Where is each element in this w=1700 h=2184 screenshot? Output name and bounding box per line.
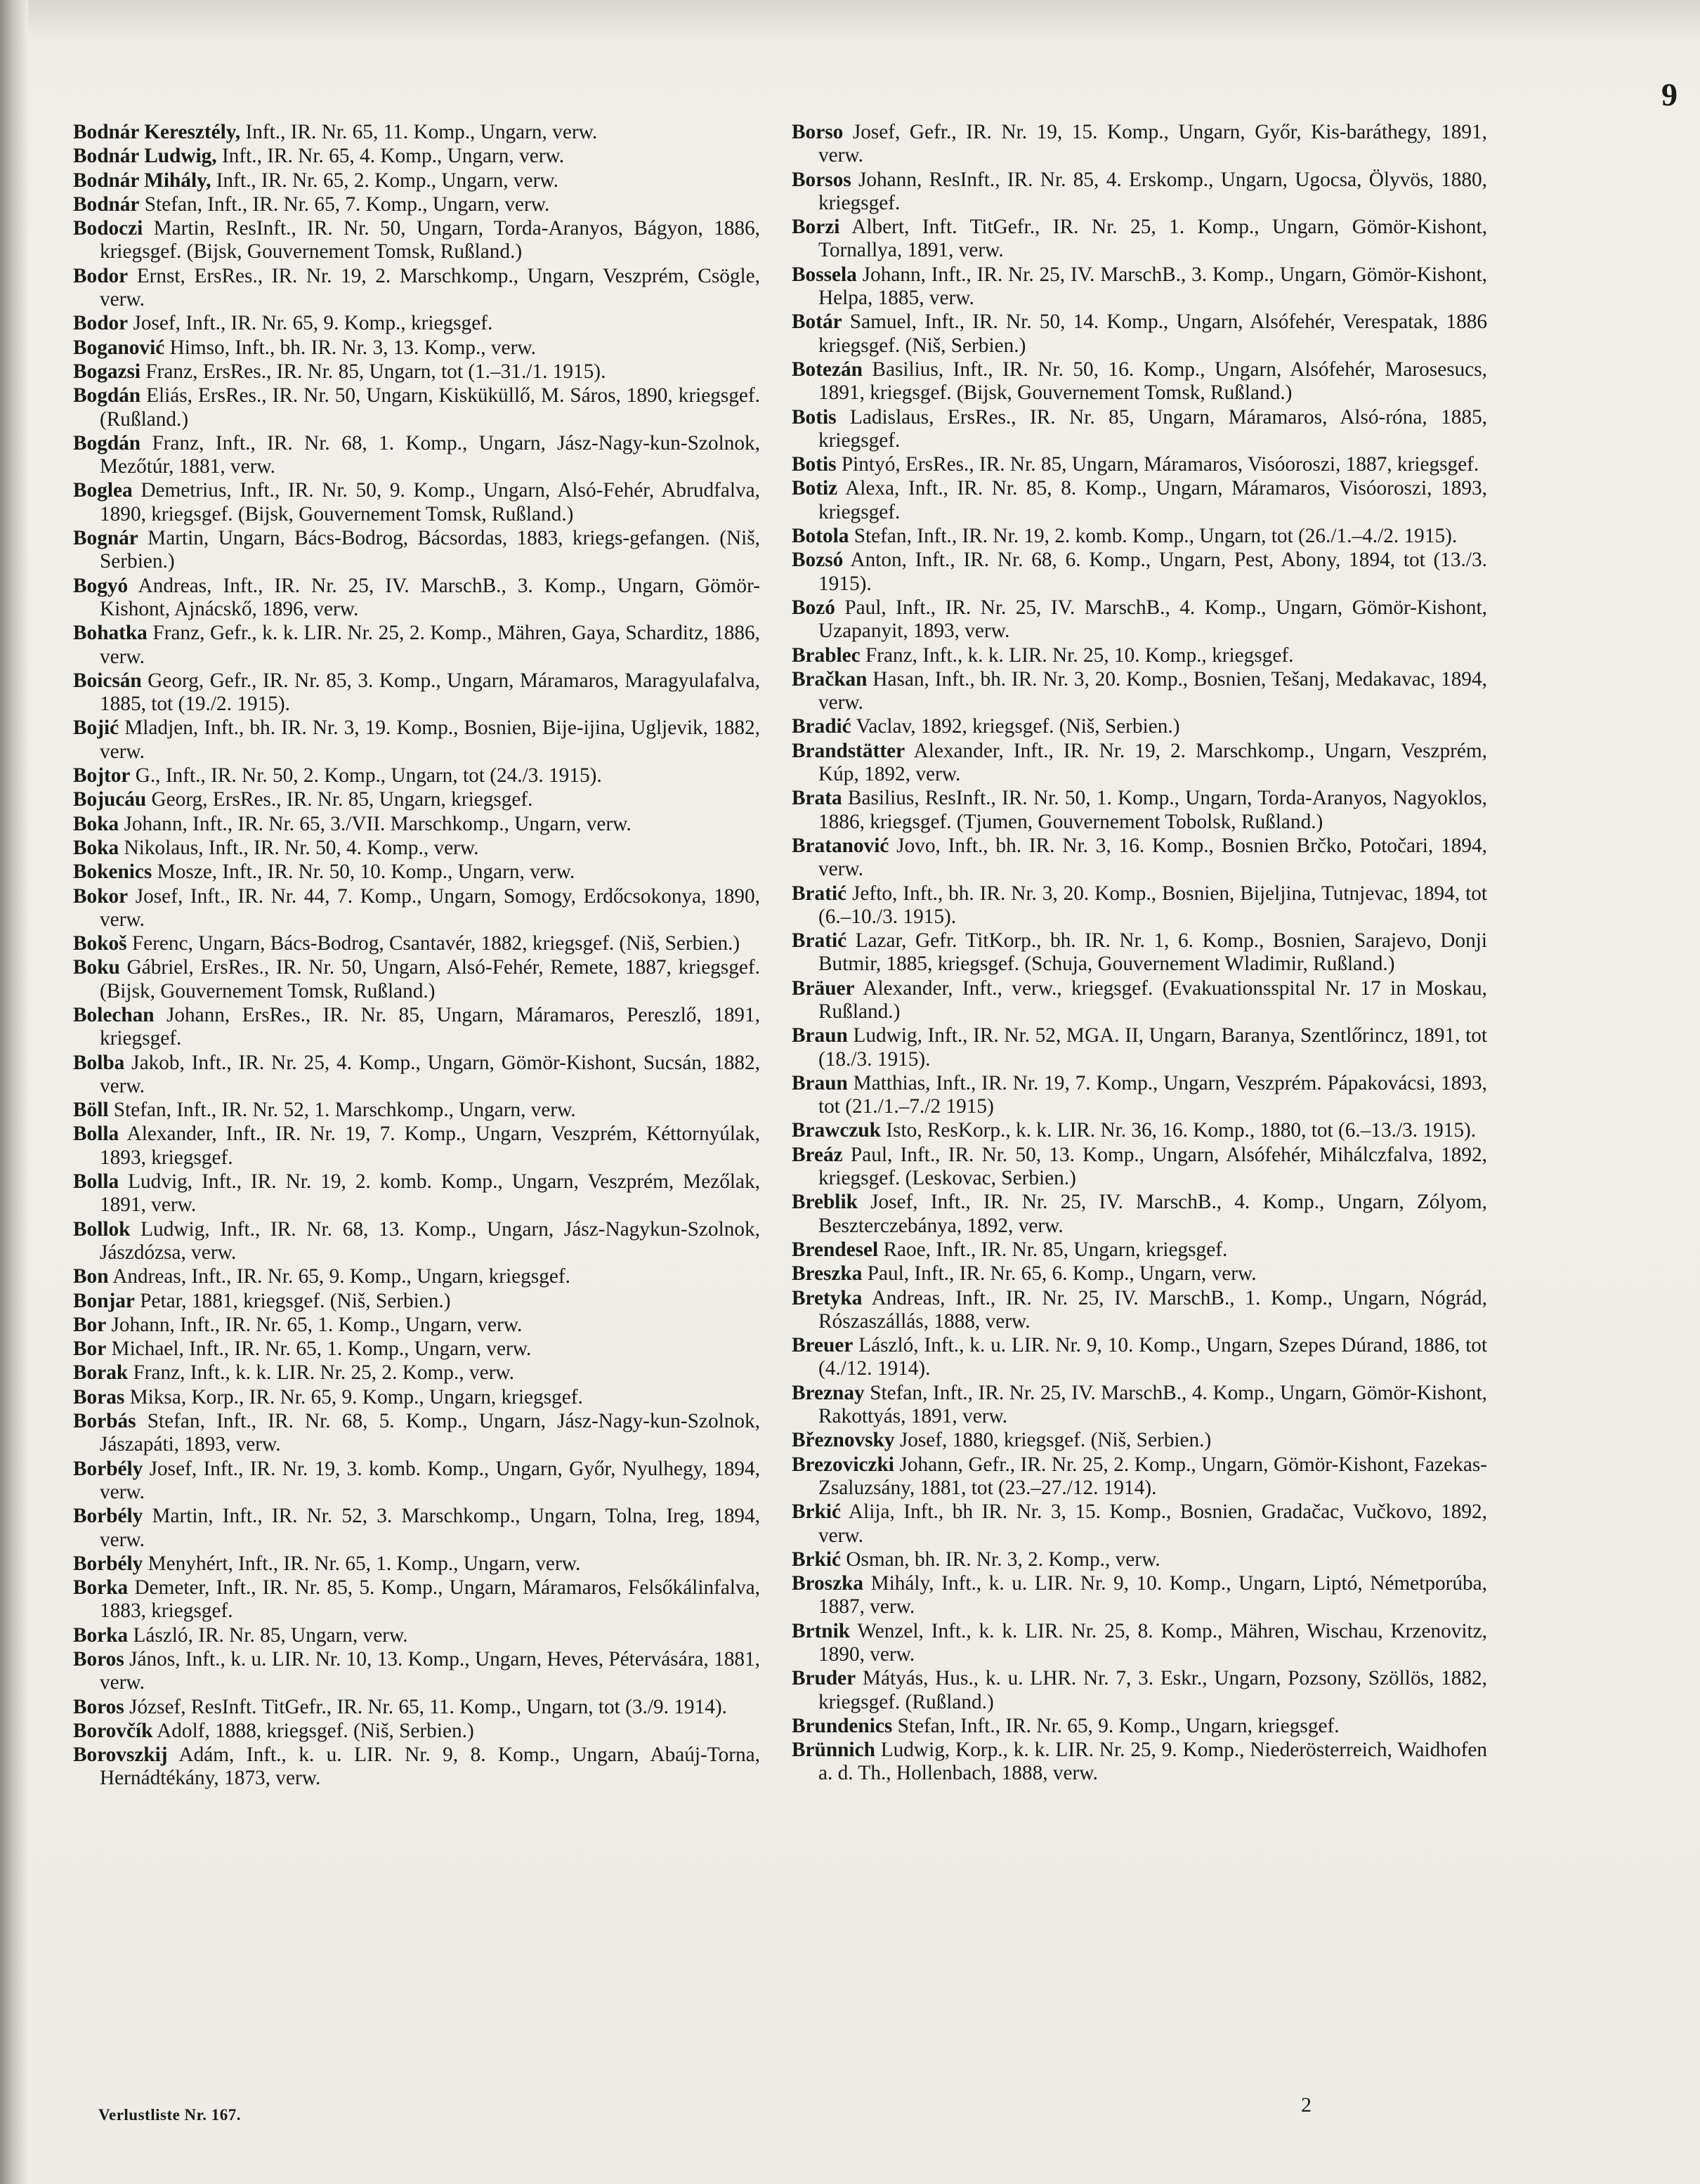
entry-name: Bollok [73, 1217, 131, 1241]
list-entry [792, 1238, 1487, 1262]
entry-name: Bojtor [73, 764, 131, 787]
entry-details: Himso, Inft., bh. IR. Nr. 3, 13. Komp., verw. [169, 336, 536, 359]
entry-details: Anton, Inft., IR. Nr. 68, 6. Komp., Ungarn, Pest, Abony, 1894, tot (13./3. 1915). [818, 549, 1487, 595]
entry-details: József, ResInft. TitGefr., IR. Nr. 65, 11. Komp., Ungarn, tot (3./9. 1914). [129, 1695, 727, 1718]
entry-details: Jefto, Inft., bh. IR. Nr. 3, 20. Komp., Bosnien, Bijeljina, Tutnjevac, 1894, tot (6.–10./3. 1915). [818, 882, 1488, 928]
entry-details: Adám, Inft., k. u. LIR. Nr. 9, 8. Komp., Ungarn, Abaúj-Torna, Hernádtékány, 1873, verw. [100, 1744, 760, 1790]
entry-details: Franz, Inft., IR. Nr. 68, 1. Komp., Ungarn, Jász-Nagy-kun-Szolnok, Mezőtúr, 1881, verw. [100, 431, 760, 478]
entry-details: László, IR. Nr. 85, Ungarn, verw. [133, 1623, 408, 1647]
entry-details: G., Inft., IR. Nr. 50, 2. Komp., Ungarn, tot (24./3. 1915). [135, 764, 602, 787]
list-entry [792, 1382, 1487, 1429]
entry-details: Mladjen, Inft., bh. IR. Nr. 3, 19. Komp., Bosnien, Bije-ijina, Ugljevik, 1882, verw. [100, 717, 761, 763]
entry-details: Johann, Gefr., IR. Nr. 25, 2. Komp., Ungarn, Gömör-Kishont, Fazekas-Zsaluzsány, 1881, tot (23.–27./12. 1914). [818, 1453, 1487, 1499]
entry-name: Boglea [73, 479, 133, 502]
list-entry [73, 312, 760, 335]
list-entry [792, 310, 1487, 358]
entry-name: Bojić [73, 717, 119, 740]
list-entry [792, 596, 1487, 643]
entry-name: Boicsán [73, 669, 142, 692]
entry-name: Bratanović [792, 834, 889, 857]
list-entry [792, 358, 1487, 405]
entry-details: Stefan, Inft., IR. Nr. 19, 2. komb. Komp., Ungarn, tot (26./1.–4./2. 1915). [854, 525, 1458, 548]
list-entry [792, 169, 1487, 216]
list-entry [73, 1361, 760, 1385]
entry-name: Botiz [792, 477, 838, 500]
entry-name: Borak [73, 1361, 129, 1385]
list-entry [73, 1458, 760, 1505]
entry-details: Hasan, Inft., bh. IR. Nr. 3, 20. Komp., Bosnien, Tešanj, Medakavac, 1894, verw. [818, 667, 1487, 714]
entry-details: Stefan, Inft., IR. Nr. 25, IV. MarschB., 4. Komp., Ungarn, Gömör-Kishont, Rakottyás, 1891, verw. [818, 1381, 1488, 1428]
entry-details: Miksa, Korp., IR. Nr. 65, 9. Komp., Ungarn, kriegsgef. [129, 1385, 583, 1408]
entry-name: Broszka [792, 1572, 864, 1595]
entry-name: Botis [792, 405, 837, 429]
entry-name: Březnovsky [792, 1429, 895, 1452]
entry-name: Borka [73, 1623, 129, 1647]
entry-name: Bradić [792, 715, 851, 738]
entry-name: Bratić [792, 882, 847, 905]
list-entry [792, 263, 1487, 310]
list-entry [792, 1500, 1487, 1548]
entry-details: Alija, Inft., bh IR. Nr. 3, 15. Komp., Bosnien, Gradačac, Vučkovo, 1892, verw. [818, 1500, 1487, 1547]
list-entry [73, 1314, 760, 1337]
list-entry [73, 788, 760, 811]
entry-name: Bolla [73, 1123, 119, 1146]
list-entry [792, 715, 1487, 738]
entry-details: Josef, 1880, kriegsgef. (Niš, Serbien.) [899, 1429, 1212, 1452]
list-entry [73, 265, 760, 312]
entry-details: Albert, Inft. TitGefr., IR. Nr. 25, 1. Komp., Ungarn, Gömör-Kishont, Tornallya, 1891, verw. [818, 216, 1487, 262]
entry-name: Bodnár Keresztély, [73, 121, 241, 143]
entry-name: Bodoczi [73, 217, 143, 240]
entry-details: Ludwig, Inft., IR. Nr. 68, 13. Komp., Ungarn, Jász-Nagykun-Szolnok, Jászdózsa, verw. [100, 1217, 760, 1264]
entry-details: János, Inft., k. u. LIR. Nr. 10, 13. Komp., Ungarn, Heves, Pétervására, 1881, verw. [100, 1648, 761, 1694]
entry-name: Borbély [73, 1457, 143, 1480]
entry-name: Botezán [792, 358, 863, 381]
entry-name: Borovszkij [73, 1744, 168, 1767]
entry-details: Andreas, Inft., IR. Nr. 25, IV. MarschB., 3. Komp., Ungarn, Gömör-Kishont, Ajnácskő, 1896, verw. [100, 574, 760, 620]
list-entry [73, 1265, 760, 1288]
entry-details: Ladislaus, ErsRes., IR. Nr. 85, Ungarn, Máramaros, Alsó-róna, 1885, kriegsgef. [818, 405, 1488, 452]
entry-name: Bretyka [792, 1286, 863, 1309]
entry-details: Johann, ErsRes., IR. Nr. 85, Ungarn, Máramaros, Pereszlő, 1891, kriegsgef. [100, 1003, 760, 1050]
list-entry [792, 453, 1487, 476]
entry-name: Boka [73, 812, 119, 835]
entry-details: Matthias, Inft., IR. Nr. 19, 7. Komp., Ungarn, Veszprém. Pápakovácsi, 1893, tot (21./1.–7./2 1915) [818, 1071, 1487, 1118]
list-entry [73, 336, 760, 360]
list-entry [792, 644, 1487, 667]
list-entry [73, 813, 760, 836]
list-entry [73, 121, 760, 144]
entry-details: Martin, Ungarn, Bács-Bodrog, Bácsordas, 1883, kriegs-gefangen. (Niš, Serbien.) [100, 527, 761, 573]
page-number: 9 [1661, 77, 1678, 112]
entry-name: Borsos [792, 168, 851, 191]
list-entry [792, 1620, 1487, 1667]
entry-details: Basilius, ResInft., IR. Nr. 50, 1. Komp., Ungarn, Torda-Aranyos, Nagyoklos, 1886, kriegsgef. (Tjumen, Gouvernement Tobolsk, Rußland.) [818, 787, 1488, 833]
book-gutter [0, 0, 28, 2184]
list-entry [792, 216, 1487, 263]
entry-name: Bogdán [73, 431, 141, 455]
entry-details: Ernst, ErsRes., IR. Nr. 19, 2. Marschkomp., Ungarn, Veszprém, Csögle, verw. [100, 264, 760, 311]
entry-name: Braun [792, 1024, 848, 1047]
entry-name: Bozó [792, 596, 835, 619]
list-entry [73, 1696, 760, 1719]
entry-details: Ludwig, Inft., IR. Nr. 52, MGA. II, Ungarn, Baranya, Szentlőrincz, 1891, tot (18./3. 1915). [818, 1024, 1488, 1071]
list-entry [73, 622, 760, 669]
entry-details: Michael, Inft., IR. Nr. 65, 1. Komp., Ungarn, verw. [111, 1338, 532, 1361]
entry-name: Bokenics [73, 861, 152, 884]
entry-details: Martin, ResInft., IR. Nr. 50, Ungarn, Torda-Aranyos, Bágyon, 1886, kriegsgef. (Bijsk, Gouvernement Tomsk, Rußland.) [100, 217, 760, 263]
list-entry [792, 1334, 1487, 1381]
list-entry [792, 1572, 1487, 1619]
right-column [792, 121, 1487, 1786]
entry-name: Bratić [792, 929, 847, 953]
list-entry [792, 1667, 1487, 1714]
list-entry [792, 1072, 1487, 1119]
list-entry [792, 1119, 1487, 1142]
entry-details: Martin, Inft., IR. Nr. 52, 3. Marschkomp., Ungarn, Tolna, Ireg, 1894, verw. [100, 1505, 760, 1551]
list-entry [792, 1191, 1487, 1238]
entry-details: Ludvig, Inft., IR. Nr. 19, 2. komb. Komp., Ungarn, Veszprém, Mezőlak, 1891, verw. [100, 1170, 761, 1217]
entry-details: Franz, Inft., k. k. LIR. Nr. 25, 2. Komp., verw. [133, 1361, 514, 1385]
list-entry [73, 384, 760, 431]
entry-details: Josef, Inft., IR. Nr. 65, 9. Komp., kriegsgef. [133, 312, 493, 335]
entry-name: Bodnár Ludwig, [73, 145, 217, 168]
entry-name: Bor [73, 1338, 107, 1361]
list-entry [792, 1262, 1487, 1286]
entry-name: Brata [792, 787, 842, 810]
entry-name: Borka [73, 1576, 129, 1600]
entry-name: Bozsó [792, 549, 844, 572]
entry-details: Isto, ResKorp., k. k. LIR. Nr. 36, 16. Komp., 1880, tot (6.–13./3. 1915). [886, 1119, 1477, 1142]
entry-details: Paul, Inft., IR. Nr. 65, 6. Komp., Ungarn, verw. [867, 1262, 1257, 1286]
entry-details: Eliás, ErsRes., IR. Nr. 50, Ungarn, Kisküküllő, M. Sáros, 1890, kriegsgef. (Rußland.) [100, 384, 761, 431]
list-entry [73, 1386, 760, 1409]
entry-details: Josef, Inft., IR. Nr. 44, 7. Komp., Ungarn, Somogy, Erdőcsokonya, 1890, verw. [100, 884, 760, 931]
entry-details: Menyhért, Inft., IR. Nr. 65, 1. Komp., Ungarn, verw. [148, 1552, 581, 1575]
entry-name: Bolba [73, 1051, 125, 1074]
entry-details: Franz, Inft., k. k. LIR. Nr. 25, 10. Komp., kriegsgef. [865, 643, 1294, 667]
entry-name: Bokoš [73, 932, 127, 955]
entry-name: Borovčík [73, 1719, 153, 1742]
list-entry [792, 1715, 1487, 1738]
list-entry [792, 835, 1487, 882]
entry-details: Stefan, Inft., IR. Nr. 52, 1. Marschkomp., Ungarn, verw. [113, 1099, 576, 1122]
entry-details: Paul, Inft., IR. Nr. 50, 13. Komp., Ungarn, Alsófehér, Mihálczfalva, 1892, kriegsgef. (Leskovac, Serbien.) [818, 1143, 1487, 1190]
entry-details: Inft., IR. Nr. 65, 4. Komp., Ungarn, verw. [221, 145, 565, 168]
entry-name: Bodnár Mihály, [73, 169, 211, 192]
entry-name: Bogdán [73, 384, 141, 407]
entry-name: Böll [73, 1099, 109, 1122]
entry-name: Boganović [73, 336, 165, 359]
entry-details: Franz, ErsRes., IR. Nr. 85, Ungarn, tot (1.–31./1. 1915). [145, 360, 606, 383]
list-entry [792, 668, 1487, 715]
entry-details: Petar, 1881, kriegsgef. (Niš, Serbien.) [140, 1289, 451, 1312]
entry-details: Nikolaus, Inft., IR. Nr. 50, 4. Komp., verw. [124, 836, 479, 859]
entry-name: Borbély [73, 1505, 143, 1528]
footer-signature: 2 [1301, 2093, 1312, 2117]
list-entry [73, 145, 760, 168]
list-entry [73, 1052, 760, 1099]
entry-details: Inft., IR. Nr. 65, 11. Komp., Ungarn, verw. [245, 121, 598, 143]
entry-details: Stefan, Inft., IR. Nr. 68, 5. Komp., Ungarn, Jász-Nagy-kun-Szolnok, Jászapáti, 1893, verw. [100, 1410, 760, 1456]
entry-details: Basilius, Inft., IR. Nr. 50, 16. Komp., Ungarn, Alsófehér, Marosesucs, 1891, kriegsgef. (Bijsk, Gouvernement Tomsk, Rußland.) [818, 358, 1487, 405]
entry-name: Breznay [792, 1381, 865, 1404]
entry-details: Paul, Inft., IR. Nr. 25, IV. MarschB., 4. Komp., Ungarn, Gömör-Kishont, Uzapanyit, 1893, verw. [818, 596, 1487, 643]
entry-name: Botár [792, 310, 842, 334]
entry-name: Boka [73, 836, 119, 859]
entry-details: Jakob, Inft., IR. Nr. 25, 4. Komp., Ungarn, Gömör-Kishont, Sucsán, 1882, verw. [100, 1051, 761, 1097]
entry-name: Brundenics [792, 1714, 893, 1737]
entry-name: Boros [73, 1695, 124, 1718]
list-entry [792, 977, 1487, 1024]
entry-details: Johann, ResInft., IR. Nr. 85, 4. Erskomp., Ungarn, Ugocsa, Ölyvös, 1880, kriegsgef. [818, 168, 1487, 214]
entry-details: Johann, Inft., IR. Nr. 65, 3./VII. Marschkomp., Ungarn, verw. [124, 812, 632, 835]
entry-details: Lazar, Gefr. TitKorp., bh. IR. Nr. 1, 6. Komp., Bosnien, Sarajevo, Donji Butmir, 1885, kriegsgef. (Schuja, Gouvernement Wladimir, Rußland.) [818, 929, 1488, 976]
entry-name: Brendesel [792, 1238, 879, 1261]
list-entry [73, 1004, 760, 1051]
list-entry [73, 1720, 760, 1743]
entry-details: Andreas, Inft., IR. Nr. 25, IV. MarschB., 1. Komp., Ungarn, Nógrád, Rószaszállás, 1888, verw. [818, 1286, 1487, 1333]
entry-name: Bruder [792, 1667, 856, 1690]
list-entry [73, 885, 760, 932]
list-entry [792, 1739, 1487, 1786]
list-entry [73, 360, 760, 384]
list-entry [73, 1552, 760, 1576]
entry-details: Vaclav, 1892, kriegsgef. (Niš, Serbien.) [856, 715, 1180, 738]
entry-details: Osman, bh. IR. Nr. 3, 2. Komp., verw. [846, 1548, 1160, 1571]
list-entry [73, 527, 760, 574]
entry-name: Boros [73, 1648, 124, 1670]
list-entry [73, 717, 760, 764]
entry-details: Josef, Inft., IR. Nr. 19, 3. komb. Komp., Ungarn, Győr, Nyulhegy, 1894, verw. [100, 1457, 761, 1503]
entry-details: Raoe, Inft., IR. Nr. 85, Ungarn, kriegsgef. [883, 1238, 1228, 1261]
entry-name: Boras [73, 1385, 125, 1408]
list-entry [73, 575, 760, 622]
entry-details: Adolf, 1888, kriegsgef. (Niš, Serbien.) [157, 1719, 474, 1742]
list-entry [792, 406, 1487, 453]
list-entry [792, 477, 1487, 524]
list-entry [73, 432, 760, 479]
entry-details: Wenzel, Inft., k. k. LIR. Nr. 25, 8. Komp., Mähren, Wischau, Krzenovitz, 1890, verw. [818, 1619, 1487, 1666]
list-entry [73, 1744, 760, 1791]
entry-name: Bogazsi [73, 360, 141, 383]
list-entry [73, 956, 760, 1003]
entry-details: Johann, Inft., IR. Nr. 25, IV. MarschB., 3. Komp., Ungarn, Gömör-Kishont, Helpa, 1885, verw. [818, 263, 1487, 310]
entry-details: Pintyó, ErsRes., IR. Nr. 85, Ungarn, Máramaros, Visóoroszi, 1887, kriegsgef. [841, 453, 1479, 476]
entry-name: Brawczuk [792, 1119, 881, 1142]
list-entry [792, 1024, 1487, 1071]
entry-name: Brkić [792, 1500, 841, 1524]
list-entry [73, 764, 760, 787]
list-entry [73, 932, 760, 955]
entry-details: Alexander, Inft., verw., kriegsgef. (Evakuationsspital Nr. 17 in Moskau, Rußland.) [818, 976, 1487, 1023]
list-entry [73, 1099, 760, 1122]
entry-name: Bogyó [73, 574, 129, 597]
entry-name: Bračkan [792, 667, 868, 691]
entry-details: Mosze, Inft., IR. Nr. 50, 10. Komp., Ungarn, verw. [157, 861, 575, 884]
entry-details: Gábriel, ErsRes., IR. Nr. 50, Ungarn, Alsó-Fehér, Remete, 1887, kriegsgef. (Bijsk, Gouvernement Tomsk, Rußland.) [100, 956, 760, 1002]
entry-name: Bojucáu [73, 788, 147, 811]
list-entry [792, 1144, 1487, 1191]
list-entry [73, 1410, 760, 1457]
entry-name: Bodor [73, 264, 129, 287]
entry-details: Ludwig, Korp., k. k. LIR. Nr. 25, 9. Komp., Niederösterreich, Waidhofen a. d. Th., Hollenbach, 1888, verw. [818, 1739, 1487, 1785]
entry-name: Bon [73, 1265, 109, 1288]
entry-name: Brkić [792, 1548, 841, 1571]
list-entry [73, 169, 760, 192]
list-entry [792, 882, 1487, 929]
list-entry [792, 929, 1487, 976]
entry-details: Johann, Inft., IR. Nr. 65, 1. Komp., Ungarn, verw. [111, 1313, 523, 1336]
entry-name: Borzi [792, 216, 840, 239]
entry-details: Andreas, Inft., IR. Nr. 65, 9. Komp., Ungarn, kriegsgef. [112, 1265, 570, 1288]
entry-name: Borbás [73, 1410, 136, 1433]
entry-name: Bokor [73, 884, 129, 908]
entry-details: Georg, Gefr., IR. Nr. 85, 3. Komp., Ungarn, Máramaros, Maragyulafalva, 1885, tot (19./2. 1915). [100, 669, 761, 716]
list-entry [792, 1548, 1487, 1571]
entry-name: Brünnich [792, 1739, 875, 1762]
entry-name: Bor [73, 1313, 107, 1336]
entry-details: Josef, Gefr., IR. Nr. 19, 15. Komp., Ungarn, Győr, Kis-baráthegy, 1891, verw. [818, 121, 1487, 167]
entry-details: Josef, Inft., IR. Nr. 25, IV. MarschB., 4. Komp., Ungarn, Zólyom, Beszterczebánya, 1892, verw. [818, 1191, 1488, 1237]
list-entry [73, 1218, 760, 1265]
entry-name: Braun [792, 1071, 848, 1094]
entry-details: Mátyás, Hus., k. u. LHR. Nr. 7, 3. Eskr., Ungarn, Pozsony, Szöllös, 1882, kriegsgef. (Rußland.) [818, 1667, 1487, 1713]
list-entry [792, 1453, 1487, 1500]
list-entry [792, 525, 1487, 548]
list-entry [792, 549, 1487, 596]
entry-name: Brtnik [792, 1619, 851, 1642]
list-entry [73, 193, 760, 216]
entry-name: Breblik [792, 1191, 858, 1214]
entry-name: Brandstätter [792, 739, 905, 762]
list-entry [73, 669, 760, 717]
entry-details: Alexa, Inft., IR. Nr. 85, 8. Komp., Ungarn, Máramaros, Visóoroszi, 1893, kriegsgef. [818, 477, 1487, 523]
entry-name: Bodor [73, 312, 129, 335]
left-column [73, 121, 760, 1791]
list-entry [792, 1287, 1487, 1334]
entry-details: Stefan, Inft., IR. Nr. 65, 7. Komp., Ungarn, verw. [144, 192, 550, 216]
list-entry [792, 787, 1487, 834]
entry-name: Boku [73, 956, 120, 979]
entry-name: Bognár [73, 527, 138, 550]
list-entry [73, 1576, 760, 1623]
list-entry [792, 740, 1487, 787]
entry-name: Bohatka [73, 622, 148, 645]
entry-details: Demeter, Inft., IR. Nr. 85, 5. Komp., Ungarn, Máramaros, Felsőkálinfalva, 1883, kriegsgef. [100, 1576, 760, 1623]
entry-details: Georg, ErsRes., IR. Nr. 85, Ungarn, kriegsgef. [151, 788, 533, 811]
entry-name: Breszka [792, 1262, 863, 1286]
entry-name: Borso [792, 121, 844, 143]
entry-details: Alexander, Inft., IR. Nr. 19, 2. Marschkomp., Ungarn, Veszprém, Kúp, 1892, verw. [818, 739, 1487, 786]
footer-series: Verlustliste Nr. 167. [98, 2106, 242, 2124]
list-entry [73, 1170, 760, 1217]
entry-details: Inft., IR. Nr. 65, 2. Komp., Ungarn, verw. [216, 169, 558, 192]
list-entry [73, 861, 760, 884]
entry-name: Bolla [73, 1170, 119, 1194]
list-entry [73, 479, 760, 526]
entry-details: Stefan, Inft., IR. Nr. 65, 9. Komp., Ungarn, kriegsgef. [897, 1714, 1340, 1737]
list-entry [73, 837, 760, 860]
list-entry [792, 121, 1487, 168]
list-entry [73, 1624, 760, 1647]
entry-name: Bossela [792, 263, 857, 286]
entry-details: Demetrius, Inft., IR. Nr. 50, 9. Komp., Ungarn, Alsó-Fehér, Abrudfalva, 1890, kriegsgef. (Bijsk, Gouvernement Tomsk, Rußland.) [100, 479, 760, 525]
entry-name: Breuer [792, 1334, 854, 1357]
entry-name: Breáz [792, 1143, 843, 1166]
entry-details: Ferenc, Ungarn, Bács-Bodrog, Csantavér, 1882, kriegsgef. (Niš, Serbien.) [131, 932, 740, 955]
list-entry [792, 1429, 1487, 1452]
entry-details: Samuel, Inft., IR. Nr. 50, 14. Komp., Ungarn, Alsófehér, Verespatak, 1886 kriegsgef. (Niš, Serbien.) [818, 310, 1488, 357]
entry-details: László, Inft., k. u. LIR. Nr. 9, 10. Komp., Ungarn, Szepes Dúrand, 1886, tot (4./12. 1914). [818, 1334, 1488, 1380]
entry-details: Franz, Gefr., k. k. LIR. Nr. 25, 2. Komp., Mähren, Gaya, Scharditz, 1886, verw. [100, 622, 761, 668]
entry-name: Bodnár [73, 192, 140, 216]
entry-name: Bolechan [73, 1003, 155, 1026]
entry-name: Borbély [73, 1552, 143, 1575]
entry-name: Brezoviczki [792, 1453, 894, 1476]
entry-name: Botola [792, 525, 849, 548]
entry-name: Bonjar [73, 1289, 135, 1312]
list-entry [73, 1505, 760, 1552]
entry-details: Jovo, Inft., bh. IR. Nr. 3, 16. Komp., Bosnien Brčko, Potočari, 1894, verw. [818, 834, 1487, 881]
entry-details: Alexander, Inft., IR. Nr. 19, 7. Komp., Ungarn, Veszprém, Kéttornyúlak, 1893, kriegsgef. [100, 1123, 760, 1169]
entry-details: Mihály, Inft., k. u. LIR. Nr. 9, 10. Komp., Ungarn, Liptó, Németporúba, 1887, verw. [818, 1572, 1487, 1619]
entry-name: Botis [792, 453, 837, 476]
entry-name: Bräuer [792, 976, 855, 1000]
entry-name: Brablec [792, 643, 861, 667]
list-entry [73, 1290, 760, 1313]
list-entry [73, 1123, 760, 1170]
list-entry [73, 217, 760, 264]
list-entry [73, 1648, 760, 1695]
list-entry [73, 1338, 760, 1361]
